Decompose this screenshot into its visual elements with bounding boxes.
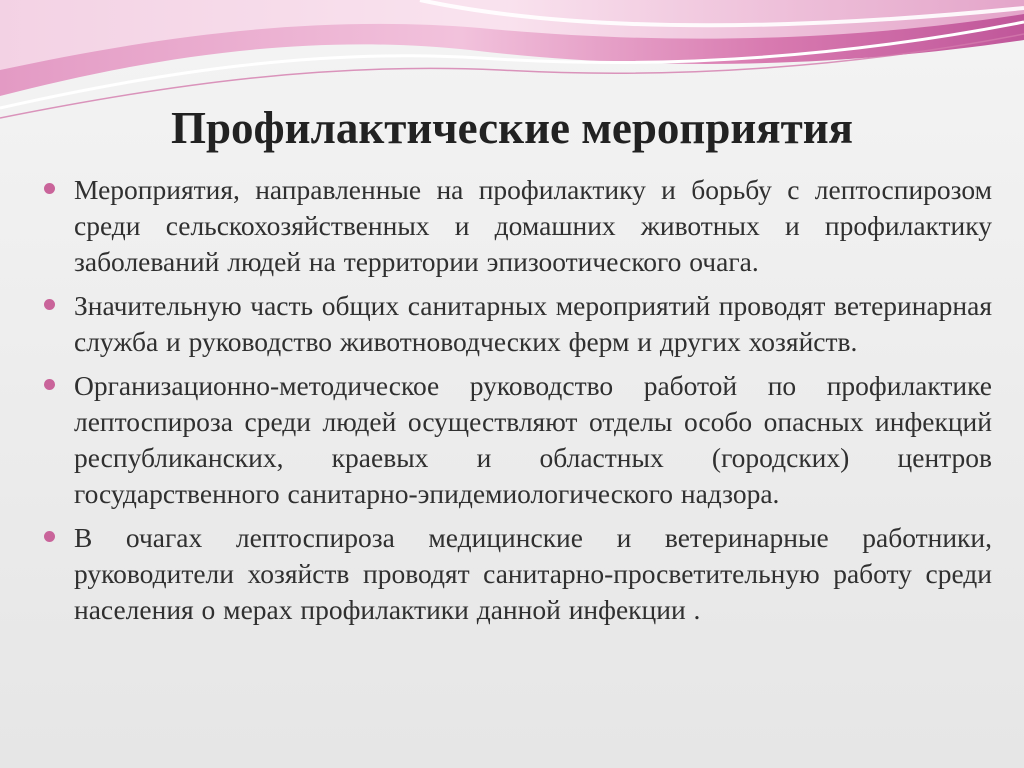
bullet-text: Значительную часть общих санитарных мероприятий проводят ветеринарная служба и руководство животноводческих ферм и других хозяйств. (74, 290, 992, 357)
bullet-text: Мероприятия, направленные на профилактику и борьбу с лептоспирозом среди сельскохозяйственных и домашних животных и профилактику заболеваний людей на территории эпизоотического очага. (74, 174, 992, 277)
bullet-dot-icon (44, 531, 55, 542)
bullet-list (44, 172, 992, 636)
bullet-item (44, 172, 992, 280)
bullet-text: Организационно-методическое руководство работой по профилактике лептоспироза среди людей осуществляют отделы особо опасных инфекций республиканских, краевых и областных (городских) центров государственного санитарно-эпидемиологического надзора. (74, 370, 992, 509)
bullet-item (44, 520, 992, 628)
bullet-item (44, 288, 992, 360)
bullet-dot-icon (44, 299, 55, 310)
bullet-dot-icon (44, 183, 55, 194)
bullet-item (44, 368, 992, 512)
bullet-dot-icon (44, 379, 55, 390)
slide-title: Профилактические мероприятия (170, 103, 853, 153)
bullet-text: В очагах лептоспироза медицинские и ветеринарные работники, руководители хозяйств проводят санитарно-просветительную работу среди населения о мерах профилактики данной инфекции . (74, 522, 992, 625)
